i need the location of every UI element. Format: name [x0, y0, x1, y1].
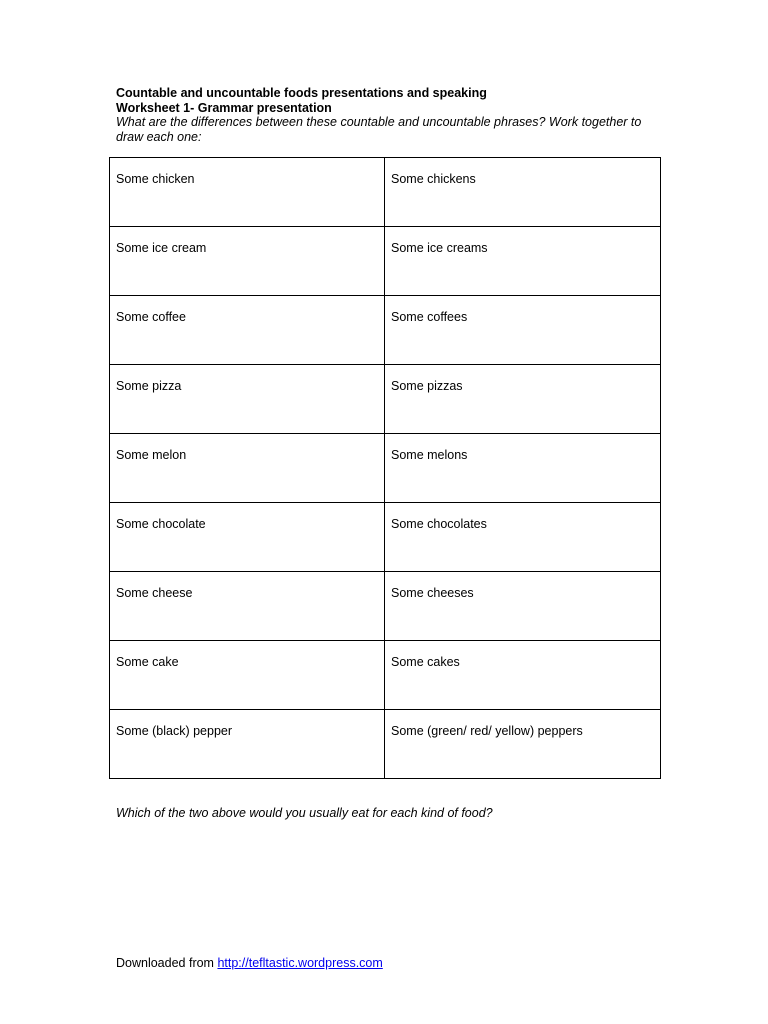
footer-prefix: Downloaded from: [116, 956, 218, 970]
uncountable-cell: Some chocolate: [110, 503, 385, 572]
table-row: [110, 572, 661, 641]
uncountable-cell: Some (black) pepper: [110, 710, 385, 779]
table-row: [110, 365, 661, 434]
uncountable-cell: Some ice cream: [110, 227, 385, 296]
table-row: [110, 227, 661, 296]
uncountable-cell: Some cheese: [110, 572, 385, 641]
worksheet-subtitle: Worksheet 1- Grammar presentation: [116, 100, 332, 115]
table-row: [110, 158, 661, 227]
table-row: [110, 710, 661, 779]
uncountable-cell: Some coffee: [110, 296, 385, 365]
countable-cell: Some chickens: [385, 158, 661, 227]
countable-cell: Some coffees: [385, 296, 661, 365]
worksheet-header: [116, 86, 656, 144]
worksheet-instructions: What are the differences between these countable and uncountable phrases? Work together to draw each one:: [116, 115, 642, 144]
phrases-table: [109, 157, 661, 779]
uncountable-cell: Some cake: [110, 641, 385, 710]
uncountable-cell: Some pizza: [110, 365, 385, 434]
table-row: [110, 434, 661, 503]
uncountable-cell: Some chicken: [110, 158, 385, 227]
source-link[interactable]: http://tefltastic.wordpress.com: [217, 956, 383, 970]
countable-cell: Some melons: [385, 434, 661, 503]
countable-cell: Some (green/ red/ yellow) peppers: [385, 710, 661, 779]
worksheet-title: Countable and uncountable foods presentations and speaking: [116, 86, 487, 100]
countable-cell: Some ice creams: [385, 227, 661, 296]
footer: [116, 956, 383, 971]
follow-up-question: Which of the two above would you usually eat for each kind of food?: [116, 806, 493, 820]
uncountable-cell: Some melon: [110, 434, 385, 503]
table-row: [110, 296, 661, 365]
table-row: [110, 503, 661, 572]
countable-cell: Some cheeses: [385, 572, 661, 641]
countable-cell: Some pizzas: [385, 365, 661, 434]
countable-cell: Some chocolates: [385, 503, 661, 572]
countable-cell: Some cakes: [385, 641, 661, 710]
table-row: [110, 641, 661, 710]
